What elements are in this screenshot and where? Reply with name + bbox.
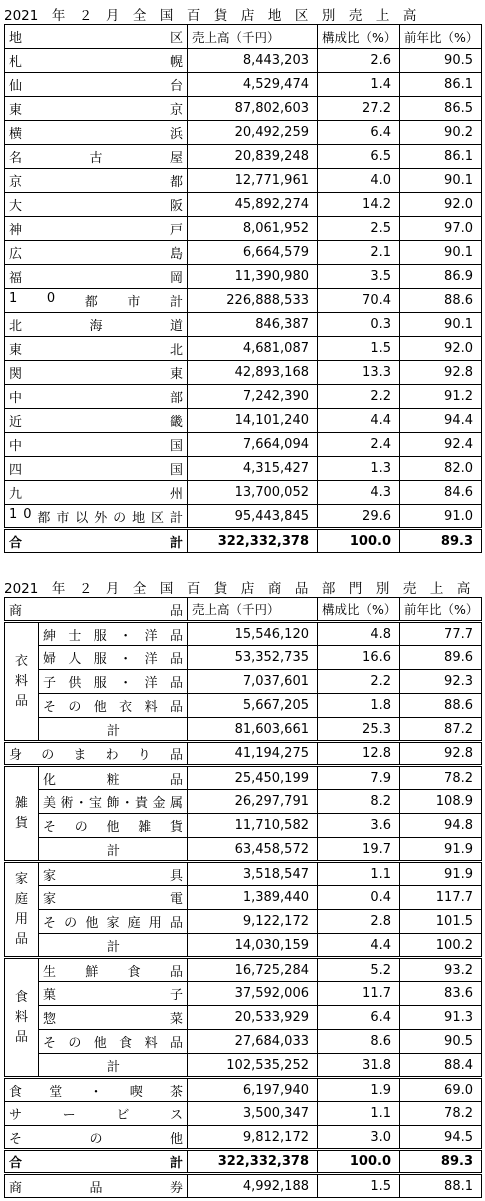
share-value: 2.4	[318, 433, 400, 457]
share-value: 11.7	[318, 982, 400, 1006]
region-name: 四 国	[5, 457, 188, 481]
yoy-value: 91.2	[400, 385, 482, 409]
subtotal-label: 計	[39, 718, 188, 742]
share-value: 2.2	[318, 670, 400, 694]
header-category: 地 区	[5, 25, 188, 49]
yoy-value: 93.2	[400, 958, 482, 982]
sales-value: 6,197,940	[188, 1078, 318, 1102]
item-name: 子 供 服 ・ 洋 品	[39, 670, 188, 694]
share-value: 1.1	[318, 1102, 400, 1126]
yoy-value: 92.4	[400, 433, 482, 457]
share-value: 6.4	[318, 121, 400, 145]
share-value: 6.4	[318, 1006, 400, 1030]
header-yoy: 前年比（%）	[400, 598, 482, 622]
table-row	[5, 145, 482, 169]
sales-value: 226,888,533	[188, 289, 318, 313]
yoy-value: 88.1	[400, 1174, 482, 1198]
item-name: サ ー ビ ス	[5, 1102, 188, 1126]
sales-value: 26,297,791	[188, 790, 318, 814]
share-value: 29.6	[318, 505, 400, 529]
share-value: 2.2	[318, 385, 400, 409]
share-value: 12.8	[318, 742, 400, 766]
share-value: 3.6	[318, 814, 400, 838]
yoy-value: 92.0	[400, 337, 482, 361]
yoy-value: 88.4	[400, 1054, 482, 1078]
share-value: 31.8	[318, 1054, 400, 1078]
table-row	[5, 49, 482, 73]
group-label-misc: 雑 貨	[5, 766, 39, 862]
table-row	[5, 1126, 482, 1150]
item-name: そ の 他 家 庭 用 品	[39, 910, 188, 934]
sales-value: 4,681,087	[188, 337, 318, 361]
sales-value: 20,839,248	[188, 145, 318, 169]
table-row	[5, 265, 482, 289]
item-name: 合 計	[5, 1150, 188, 1174]
table-row	[5, 217, 482, 241]
region-name: 大 阪	[5, 193, 188, 217]
item-name: 菓 子	[39, 982, 188, 1006]
yoy-value: 88.6	[400, 694, 482, 718]
subtotal-label: 計	[39, 934, 188, 958]
yoy-value: 89.3	[400, 529, 482, 553]
yoy-value: 100.2	[400, 934, 482, 958]
table-row	[5, 838, 482, 862]
share-value: 27.2	[318, 97, 400, 121]
yoy-value: 78.2	[400, 1102, 482, 1126]
yoy-value: 117.7	[400, 886, 482, 910]
share-value: 19.7	[318, 838, 400, 862]
header-row	[5, 598, 482, 622]
region-name: 近 畿	[5, 409, 188, 433]
header-yoy: 前年比（%）	[400, 25, 482, 49]
sales-value: 5,667,205	[188, 694, 318, 718]
table-row	[5, 670, 482, 694]
region-name: 仙 台	[5, 73, 188, 97]
table-row	[5, 337, 482, 361]
table-row	[5, 1150, 482, 1174]
table-row	[5, 385, 482, 409]
item-name: 家 電	[39, 886, 188, 910]
header-category: 商 品	[5, 598, 188, 622]
sales-value: 8,443,203	[188, 49, 318, 73]
share-value: 1.4	[318, 73, 400, 97]
table-row	[5, 910, 482, 934]
table-row	[5, 1174, 482, 1198]
region-name: 九 州	[5, 481, 188, 505]
sales-value: 4,529,474	[188, 73, 318, 97]
sales-value: 7,664,094	[188, 433, 318, 457]
region-name: 神 戸	[5, 217, 188, 241]
yoy-value: 90.2	[400, 121, 482, 145]
sales-value: 322,332,378	[188, 1150, 318, 1174]
share-value: 4.0	[318, 169, 400, 193]
table-row	[5, 934, 482, 958]
sales-value: 13,700,052	[188, 481, 318, 505]
region-name: 北 海 道	[5, 313, 188, 337]
share-value: 3.0	[318, 1126, 400, 1150]
sales-value: 27,684,033	[188, 1030, 318, 1054]
share-value: 4.8	[318, 622, 400, 646]
table-row	[5, 457, 482, 481]
table-row	[5, 622, 482, 646]
share-value: 8.6	[318, 1030, 400, 1054]
yoy-value: 92.0	[400, 193, 482, 217]
share-value: 4.3	[318, 481, 400, 505]
table-row	[5, 289, 482, 313]
sales-value: 12,771,961	[188, 169, 318, 193]
share-value: 0.4	[318, 886, 400, 910]
share-value: 25.3	[318, 718, 400, 742]
region-name: 中 部	[5, 385, 188, 409]
share-value: 5.2	[318, 958, 400, 982]
item-name: 惣 菜	[39, 1006, 188, 1030]
region-name: 横 浜	[5, 121, 188, 145]
table-row	[5, 790, 482, 814]
table-row	[5, 241, 482, 265]
item-name: 家 具	[39, 862, 188, 886]
table-row	[5, 73, 482, 97]
group-label-clothing: 衣 料 品	[5, 622, 39, 742]
subtotal-label: 計	[39, 1054, 188, 1078]
sales-value: 45,892,274	[188, 193, 318, 217]
sales-value: 42,893,168	[188, 361, 318, 385]
table-row	[5, 982, 482, 1006]
item-name: そ の 他 食 料 品	[39, 1030, 188, 1054]
table-row	[5, 718, 482, 742]
share-value: 4.4	[318, 934, 400, 958]
share-value: 100.0	[318, 529, 400, 553]
share-value: 100.0	[318, 1150, 400, 1174]
sales-value: 7,037,601	[188, 670, 318, 694]
yoy-value: 77.7	[400, 622, 482, 646]
share-value: 2.8	[318, 910, 400, 934]
table-row	[5, 169, 482, 193]
table-row	[5, 1054, 482, 1078]
region-name: 東 京	[5, 97, 188, 121]
region-name: 名 古 屋	[5, 145, 188, 169]
sales-value: 7,242,390	[188, 385, 318, 409]
share-value: 3.5	[318, 265, 400, 289]
share-value: 14.2	[318, 193, 400, 217]
share-value: 16.6	[318, 646, 400, 670]
sales-value: 20,492,259	[188, 121, 318, 145]
yoy-value: 83.6	[400, 982, 482, 1006]
yoy-value: 86.1	[400, 73, 482, 97]
yoy-value: 94.4	[400, 409, 482, 433]
sales-value: 25,450,199	[188, 766, 318, 790]
item-name: そ の 他 衣 料 品	[39, 694, 188, 718]
region-name: 札 幌	[5, 49, 188, 73]
yoy-value: 91.9	[400, 838, 482, 862]
yoy-value: 82.0	[400, 457, 482, 481]
yoy-value: 84.6	[400, 481, 482, 505]
region-name: 中 国	[5, 433, 188, 457]
item-name: 生 鮮 食 品	[39, 958, 188, 982]
yoy-value: 108.9	[400, 790, 482, 814]
region-name: 合 計	[5, 529, 188, 553]
share-value: 2.5	[318, 217, 400, 241]
sales-value: 1,389,440	[188, 886, 318, 910]
item-name: 婦 人 服 ・ 洋 品	[39, 646, 188, 670]
header-share: 構成比（%）	[318, 25, 400, 49]
table-row	[5, 193, 482, 217]
item-name: そ の 他 雑 貨	[39, 814, 188, 838]
table-row	[5, 97, 482, 121]
table-row	[5, 886, 482, 910]
item-name: 化 粧 品	[39, 766, 188, 790]
share-value: 4.4	[318, 409, 400, 433]
yoy-value: 90.5	[400, 1030, 482, 1054]
sales-value: 16,725,284	[188, 958, 318, 982]
sales-value: 3,500,347	[188, 1102, 318, 1126]
regional-sales-table	[4, 24, 482, 553]
table-row	[5, 742, 482, 766]
table-row	[5, 481, 482, 505]
sales-value: 95,443,845	[188, 505, 318, 529]
sales-value: 102,535,252	[188, 1054, 318, 1078]
sales-value: 3,518,547	[188, 862, 318, 886]
header-sales: 売上高（千円）	[188, 25, 318, 49]
yoy-value: 94.5	[400, 1126, 482, 1150]
item-name: 商 品 券	[5, 1174, 188, 1198]
share-value: 2.6	[318, 49, 400, 73]
region-name: 京 都	[5, 169, 188, 193]
share-value: 6.5	[318, 145, 400, 169]
region-name: 福 岡	[5, 265, 188, 289]
region-name: 1 0 都 市 以 外 の 地 区 計	[5, 505, 188, 529]
yoy-value: 89.6	[400, 646, 482, 670]
share-value: 1.5	[318, 337, 400, 361]
sales-value: 11,390,980	[188, 265, 318, 289]
header-share: 構成比（%）	[318, 598, 400, 622]
table2-title: 2021 年 ２ 月 全 国 百 貨 店 商 品 部 門 別 売 上 高	[4, 581, 471, 597]
yoy-value: 78.2	[400, 766, 482, 790]
sales-value: 15,546,120	[188, 622, 318, 646]
yoy-value: 97.0	[400, 217, 482, 241]
category-sales-table	[4, 597, 482, 1198]
yoy-value: 91.9	[400, 862, 482, 886]
sales-value: 6,664,579	[188, 241, 318, 265]
table-row	[5, 862, 482, 886]
region-name: 1 0 都 市 計	[5, 289, 188, 313]
table-row	[5, 529, 482, 553]
sales-value: 9,122,172	[188, 910, 318, 934]
sales-value: 11,710,582	[188, 814, 318, 838]
share-value: 1.9	[318, 1078, 400, 1102]
share-value: 1.8	[318, 694, 400, 718]
sales-value: 8,061,952	[188, 217, 318, 241]
yoy-value: 69.0	[400, 1078, 482, 1102]
table-row	[5, 766, 482, 790]
share-value: 1.1	[318, 862, 400, 886]
yoy-value: 88.6	[400, 289, 482, 313]
yoy-value: 89.3	[400, 1150, 482, 1174]
yoy-value: 87.2	[400, 718, 482, 742]
header-row	[5, 25, 482, 49]
yoy-value: 92.8	[400, 742, 482, 766]
yoy-value: 86.9	[400, 265, 482, 289]
table-row	[5, 1006, 482, 1030]
sales-value: 20,533,929	[188, 1006, 318, 1030]
share-value: 1.5	[318, 1174, 400, 1198]
table-row	[5, 313, 482, 337]
yoy-value: 86.5	[400, 97, 482, 121]
share-value: 13.3	[318, 361, 400, 385]
group-label-food: 食 料 品	[5, 958, 39, 1078]
table-row	[5, 1102, 482, 1126]
yoy-value: 90.1	[400, 313, 482, 337]
item-name: そ の 他	[5, 1126, 188, 1150]
subtotal-label: 計	[39, 838, 188, 862]
sales-value: 81,603,661	[188, 718, 318, 742]
table-row	[5, 433, 482, 457]
share-value: 70.4	[318, 289, 400, 313]
table1-title: 2021 年 ２ 月 全 国 百 貨 店 地 区 別 売 上 高	[4, 8, 417, 24]
table-row	[5, 1030, 482, 1054]
sales-value: 846,387	[188, 313, 318, 337]
yoy-value: 92.3	[400, 670, 482, 694]
item-name: 美 術 ･ 宝 飾 ･ 貴 金 属	[39, 790, 188, 814]
yoy-value: 92.8	[400, 361, 482, 385]
table-row	[5, 409, 482, 433]
sales-value: 14,030,159	[188, 934, 318, 958]
sales-value: 41,194,275	[188, 742, 318, 766]
item-name: 身 の ま わ り 品	[5, 742, 188, 766]
sales-value: 322,332,378	[188, 529, 318, 553]
table-row	[5, 646, 482, 670]
yoy-value: 90.1	[400, 169, 482, 193]
sales-value: 14,101,240	[188, 409, 318, 433]
share-value: 2.1	[318, 241, 400, 265]
share-value: 0.3	[318, 313, 400, 337]
table-row	[5, 958, 482, 982]
table-row	[5, 505, 482, 529]
table-row	[5, 814, 482, 838]
yoy-value: 94.8	[400, 814, 482, 838]
region-name: 関 東	[5, 361, 188, 385]
item-name: 食 堂 ・ 喫 茶	[5, 1078, 188, 1102]
sales-value: 9,812,172	[188, 1126, 318, 1150]
header-sales: 売上高（千円）	[188, 598, 318, 622]
group-label-household: 家 庭 用 品	[5, 862, 39, 958]
share-value: 1.3	[318, 457, 400, 481]
sales-value: 53,352,735	[188, 646, 318, 670]
yoy-value: 91.0	[400, 505, 482, 529]
region-name: 東 北	[5, 337, 188, 361]
yoy-value: 90.5	[400, 49, 482, 73]
sales-value: 37,592,006	[188, 982, 318, 1006]
table-row	[5, 1078, 482, 1102]
item-name: 紳 士 服 ・ 洋 品	[39, 622, 188, 646]
yoy-value: 90.1	[400, 241, 482, 265]
share-value: 7.9	[318, 766, 400, 790]
table-row	[5, 361, 482, 385]
table-row	[5, 121, 482, 145]
region-name: 広 島	[5, 241, 188, 265]
sales-value: 4,315,427	[188, 457, 318, 481]
sales-value: 63,458,572	[188, 838, 318, 862]
yoy-value: 86.1	[400, 145, 482, 169]
sales-value: 4,992,188	[188, 1174, 318, 1198]
table-row	[5, 694, 482, 718]
yoy-value: 91.3	[400, 1006, 482, 1030]
share-value: 8.2	[318, 790, 400, 814]
sales-value: 87,802,603	[188, 97, 318, 121]
yoy-value: 101.5	[400, 910, 482, 934]
